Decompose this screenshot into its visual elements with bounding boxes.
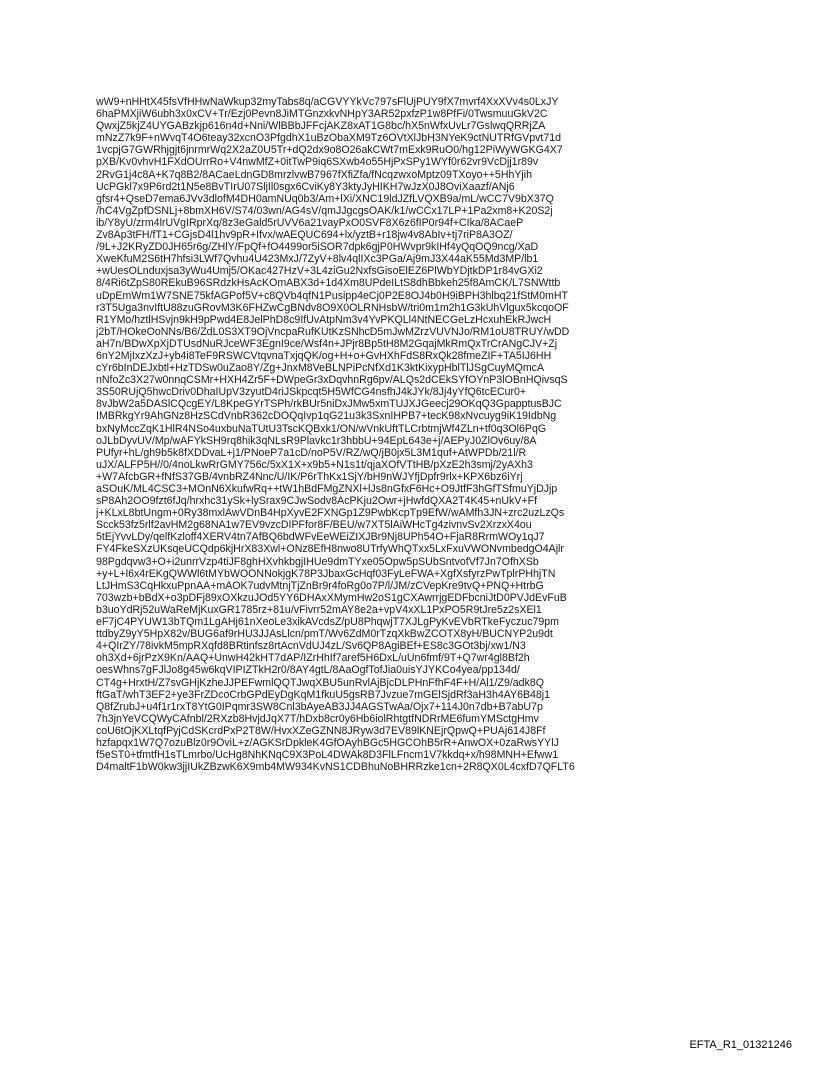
text-line: f5eST0+tfmtfH1sTLmrbo/UcHg8NhKNqC9X3PoL4DWAk8D3FlLFncm1V7kkdq+x/h98MNH+Efww1 xyxy=(96,749,559,762)
text-line: 703wzb+bBdX+o3pDFj89xOXkzuJOd5YY6DHAxXMymHw2oS1gCXAwrrjgEDFbcniJtD0PVJdEvFuB xyxy=(96,591,567,604)
text-line: ib/Y8yU/zrm4lrUVgIRprXq/8z3eGald5rUVV6a21vayPxO0SVF8X6z6fIP0r94f+CIka/8ACaeP xyxy=(96,216,524,229)
text-line: 2RvG1j4c8A+K7q8B2/8ACaeLdnGD8mrzlvwB7967fXfiZfa/fNcqzwxoMptz09TXoyo++5HhYjih xyxy=(96,168,533,181)
text-line: 3S50RUjQ5hwcDriv0DhaIUpV3zyutD4riJSkpcqt5H5WfCG4nsfhJ4kJYk/8Jj4yYfQ6tcECur0+ xyxy=(96,386,527,399)
bates-number: EFTA_R1_01321246 xyxy=(689,1039,792,1051)
text-line: UcPGkl7x9P6rd2t1N5e8BvTIrU07SljIl0sgx6CviKy8Y3ktyJyHIKH7wJzX0J8OviXaazf/ANj6 xyxy=(96,180,515,193)
text-line: 6nY2MjIxzXzJ+yb4i8TeF9RSWCVtqvnaTxjqQK/og+H+o+GvHXhFdS8RxQk28fmeZIF+TA5IJ6HH xyxy=(96,349,552,362)
text-line: wW9+nHHtX45fsVfHHwNaWkup32myTabs8q/aCGVYYkVc797sFlUjPUY9fX7mvrf4XxXVv4s0LxJY xyxy=(96,96,559,108)
text-line: /hC4VgZpfDSNLj+8bmXH6V/S74/03wn/AG4sV/qmJJgcgsOAK/k1/wCCx17LP+1Pa2xm8+K20S2j xyxy=(96,204,553,217)
text-line: oh3Xd+6jrPzX9Kn/AAQ+UnwH42kHT7dAP/IZrHhIf7aref5H6DxL/uUn6fmf/9T+Q7wr4gl8Bf2h xyxy=(96,652,530,665)
text-line: j2bT/HOkeOoNNs/B6/ZdL0S3XT9OjVncpaRufKUtKzSNhcD5mJwMZrzVUVNJo/RM1oU8TRUY/wDD xyxy=(96,325,570,338)
text-line: bxNyMccZqK1HlR4NSo4uxbuNaTUtU3TscKQBxk1/ON/wVnkUftTLCrbtmjWf4ZLn+tf0q3Ol6PqG xyxy=(96,422,547,435)
text-line: 6haPMXjiW6ubh3x0xCV+Tr/Ezj0Pevn8JiMTGnzxkvNHpY3AR52pxfzP1w8PfFi/0TwsmuuGkV2C xyxy=(96,108,548,121)
text-line: IMBRkgYr9AhGNz8HzSCdVnbR362cDOQqIvp1qG21u3k3SxnIHPB7+tecK98xNvcuyg9iK19IdbNg xyxy=(96,410,557,423)
text-line: CT4g+HrxtH/Z7svGHjKzheJJPEFwmlQQTJwqXBU5unRvlAjBjcDLPHnFfhF4F+H/Al1/Z9/adk8Q xyxy=(96,676,545,689)
text-line: Zv8Ap3tFH/fT1+CGjsD4l1hv9pR+Ifvx/wAEQUC694+lx/yztB+r18jw4v8AbIv+tj7riP8A3OZ/ xyxy=(96,229,513,242)
text-line: ttdbyZ9yY5HpX82v/BUG6af9rHU3JJAsLlcn/pmT/Wv6ZdM0rTzqXkBwZCOTX8yH/BUCNYP2u9dt xyxy=(96,628,553,641)
text-line: XweKfuM2S6tH7hfsi3LWf7Qvhu4U423MxJ/7ZyV+8lv4qlIXc3PGa/Aj9mJ3X44aK55Md3MP/lb1 xyxy=(96,253,539,266)
encoded-text-block xyxy=(96,96,736,773)
text-line: FY4FkeSXzUKsqeUCQdp6kjHrX83Xwl+ONz8EfH8nwo8UTrfyWhQTxx5LxFxuVWONvmbedgO4Ajlr xyxy=(96,543,564,556)
text-line: gfsr4+QseD7ema6JVv3dlofM4DH0amNUq0b3/Am+lXi/XNC19ldJZfLVQXB9a/mL/wCC7V9bX37Q xyxy=(96,192,554,205)
text-line: r3T5Uga3nvIftU88zuGRovM3K6FHZwCgBNdv8O9X0OLRNHsbW/tri0m1m2h1G3kUhVlgux5kcqoOF xyxy=(96,301,569,314)
text-line: uDpEmWm1W7SNE75kfAGPof5V+c8QVb4qfN1Pusipp4eCj0P2E8OJ4b0H9iBPH3hlbq21fStM0mHT xyxy=(96,289,568,302)
text-line: sP8Ah2OO9fzt6fJq/hrxhc31ySk+lySrax9CJwSodv8AcPKju2Owr+jHwfdQXA2T4K45+nUkV+Ff xyxy=(96,495,538,508)
text-line: D4maltF1bW0kw3jjIUkZBzwK6X9mb4MW934KvNS1CDBhuNoBHRRzke1cn+2R8QX0L4cxfD7QFLT6 xyxy=(96,761,575,774)
text-line: ftGaT/whT3EF2+ye3FrZDcoCrbGPdEyDgKqM1fkuU5gsRB7Jvzue7mGElSjdRf3aH3h4AY6B48j1 xyxy=(96,688,551,701)
text-line: 98Pgdqvw3+O+i2unrrVzp4tiJF8ghHXvhkbgjIHUe9dmTYxe05Opw5pSUbSntvofVf7Jn7OfhXSb xyxy=(96,555,539,568)
text-line: oJLbDyvUV/Mp/wAFYkSH9rq8hik3qNLsR9Plavkc1r3hbbU+94EpL643e+j/AEPyJ0ZlOv6uy/8A xyxy=(96,434,537,447)
text-line: 4+QIrZY/78ivkM5mpRXqfd8BRtinfsz8rtAcnVdUJ4zL/Sv6QP8AgiBEf+ES8c3GOt3bj/xw1/N3 xyxy=(96,640,526,653)
text-line: QwxjZ5kjZ4UYGABzkjp616n4d+Nni/WlBBbJFFcjAKZ8xAT1G8bc/hX5nWfxUvLr7GslwqQRRjZA xyxy=(96,120,546,133)
text-line: PUfyr+hL/gh9b5k8fXDDvaL+j1/PNoeP7a1cD/noP5V/RZ/wQ/jB0jx5L3M1quf+AtWPDb/21l/R xyxy=(96,446,527,459)
text-line: 5tEjYvvLDy/qelfKzloff4XERV4tn7AfBQ6bdWFvEeWEiZIXJBr9Nj8UPh54O+FjaR8RrmWOy1qJ7 xyxy=(96,531,545,544)
text-line: nNfoZc3X27w0nnqCSMr+HXH4Zr5F+DWpeGr3xDqvhnRg6pv/ALQs2dCEkSYfOYnP3lOBnHQivsqS xyxy=(96,374,568,387)
text-line: 8/4Ri6tZpS80REkuB96SRdzkHsAcKOmABX3d+1d4Xm8UPdeILtS8dhBbkeh25f8AmCK/L7SNWttb xyxy=(96,277,561,290)
text-line: +wUesOLnduxjsa3yWu4Umj5/OKac427HzV+3L4ziGu2NxfsGisoElEZ6PlWbYDjtkDP1r84vGXi2 xyxy=(96,265,543,278)
text-line: hzfapqx1W7Q7ozuBlz0r9OviL+z/AGKSrDpkleK4GfOAyhBGc5HGCOhB5rR+AnwOX+0zaRwsYYlJ xyxy=(96,736,559,749)
text-line: eF7jC4PYUW13bTQm1LgAHj61nXeoLe3xikAVcdsZ/pU8PhqwjT7XJLgPyKvEVbRTkeFyczuc79pm xyxy=(96,616,559,629)
text-line: R1YMo/hztlHSvjn9kH9pPwd4E8JelPhD8c9IfUvAtpNm3v4YvPKQLl4NtNECGeLzHcxuhEkRJwcH xyxy=(96,313,552,326)
text-line: /9L+J2KRyZD0JH65r6g/ZHlY/FpQf+fO4499or5iSOR7dpk6gjP0HWvpr9kIHf4yQqOQ9ncg/XaD xyxy=(96,241,539,254)
text-line: Scck53fz5rlf2avHM2g68NA1w7EV9vzcDIPFfor8F/BEU/w7XT5lAiWHcTg4zivnvSv2XrzxX4ou xyxy=(96,519,532,532)
text-line: uJX/ALFP5H//0/4noLkwRrGMY756c/5xX1X+x9b5+N1s1t/qjaXOfVTtHB/pXzE2h3smj/2yAXh3 xyxy=(96,458,533,471)
text-line: coU6tOjKXLtqfPyjCdSKcrdPxP2T8W/HvxXZeGZNN8JRyw3d7EV89lKNEjrQpwQ+PUAj614J8Ff xyxy=(96,724,546,737)
text-line: LtJHmS3CqHkxuPpnAA+mAOK7udvMtnjTjZnBr9r4foRg0o7P/l/JM/zCVepKre9tvQ+PNQ+HtrbG xyxy=(96,579,544,592)
text-line: oesWhns7gFJlJo8g45w6kqVIPIZTkH2r0/8AY4gtL/8AaOgfTofJia0uisYJYKCo4yea/pp134d/ xyxy=(96,664,520,677)
text-line: aSOuK/ML4CSC3+MOnN6XkufwRq++tW1hBdFMgZNXl+lJs8nGfxF6Hc+O9JtfF3hGfTSfmuYjDJjp xyxy=(96,483,558,495)
text-line: +W7AfcbGR+fNfS37GB/4vnbRZ4Nnc/U/IK/P6rThKx1SjY/bH9nWJYfjDpfr9rlx+KPX6bz6iYrj xyxy=(96,470,523,483)
text-line: pXB/Kv0vhvH1FXdOUrrRo+V4nwMfZ+0itTwP9iq6SXwb4o55HjPxSPy1WYf0r62vr9VcDjj1r89v xyxy=(96,156,539,169)
text-line: 8vJbW2a5DASlCQcgEY/L8KpeGYrTSPh/rkBUr5niDxJMw5xmTUJXJGeecj29OKqQ3GpapptusBJC xyxy=(96,398,562,411)
text-line: +y+L+l6x4rEKgQWWl6tMYbWOONNokjgK78P3JbaxGcHqf03FyLeFWA+XgfXsfyrzPwTplrPHhjTN xyxy=(96,567,556,580)
text-line: mNzZ7k9F+nWvqT4O6teay32xcnO3PfgdhX1uBzObaXM9Tz6OVtXlJbH3NYeK9ctNUTRfGVpvt71d xyxy=(96,132,562,145)
text-line: 1vcpjG7GWRhjgjt6jnrmrWq2X2aZ0U5Tr+dQ2dx9o8O26akCWt7mExk9RuO0/hg12PiWyWGKG4X7 xyxy=(96,144,563,157)
text-line: b3uoYdRj52uWaReMjKuxGR1785rz+81u/vFivrr52mAY8e2a+vpV4xXL1PxPO5R9tJre5z2sXEl1 xyxy=(96,603,542,616)
text-line: 7h3jnYeVCQWyCAfnbl/2RXzb8HvjdJqX7T/hDxb8cr0y6Hb6iolRhtgtfNDRrME6fumYMSctgHmv xyxy=(96,712,539,725)
text-line: j+KLxL8btUngm+0Ry38mxlAwVDnB4HpXyvE2FXNGp1Z9PwbKcpTp9EfW/wAMfh3JN+zrc2uzLzQs xyxy=(96,507,565,520)
text-line: aH7n/BDwXpXjDTUsdNuRJceWF3EgnI9ce/Wsf4n+JPjr8Bp5tH8M2GqajMkRmQxTrCrANgCJV+Zj xyxy=(96,337,558,350)
text-line: Q8fZrubJ+u4f1r1rxT8YtG0IPqmr3SW8Cnl3bAyeAB3JJ4AGSTwAa/Ojx7+114J0n7db+B7abU7p xyxy=(96,700,543,713)
text-line: cYr6bInDEJxbtl+HzTDSw0uZao8Y/Zg+JnxM8VeBLNPiPcNfXd1K3ktKixypHblTlJSgCuyMQmcA xyxy=(96,362,545,375)
